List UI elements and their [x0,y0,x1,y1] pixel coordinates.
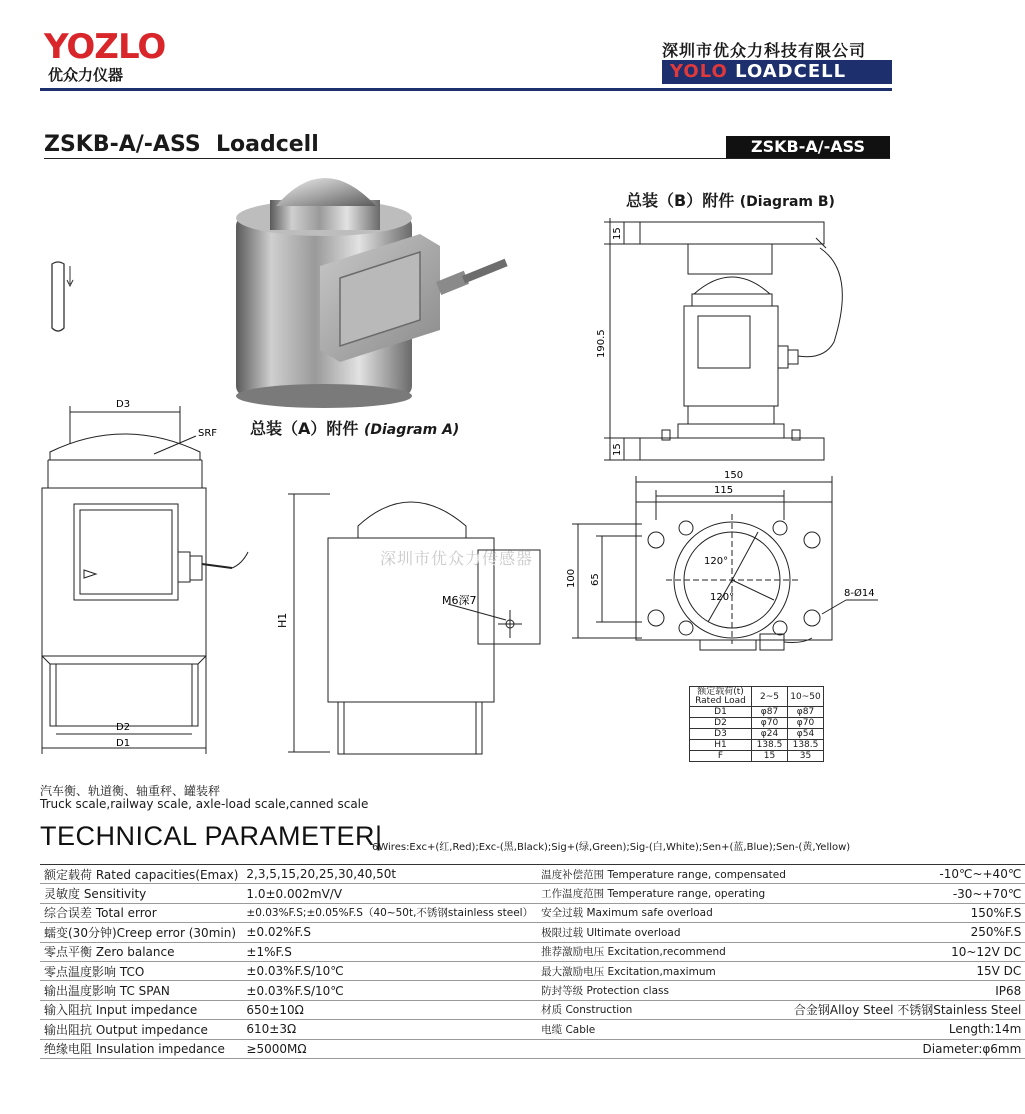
company-name: 深圳市优众力科技有限公司 [662,41,867,60]
parameter-cell: -30~+70℃ [790,884,1025,903]
parameter-cell: 输出温度影响 TC SPAN [40,981,242,1000]
dimension-header-col2: 2~5 [752,687,788,707]
diagram-a-front-view [36,392,266,762]
parameter-cell: 安全过载 Maximum safe overload [537,903,790,922]
diagram-a-caption [250,416,459,439]
dimension-row [690,707,824,718]
parameter-row [40,923,1025,942]
parameter-row [40,1039,1025,1058]
tech-parameter-table [40,864,1025,1059]
parameter-cell: -10℃~+40℃ [790,865,1025,884]
brand-red-word: YOLO [670,61,728,82]
parameter-cell: ±0.03%F.S/10℃ [242,981,537,1000]
logo-wordmark: YOZLO [44,27,166,67]
product-title: ZSKB-A/-ASS Loadcell [44,132,319,157]
parameter-cell: 零点温度影响 TCO [40,961,242,980]
dimension-row [690,740,824,751]
parameter-cell [537,1039,790,1058]
parameter-row [40,961,1025,980]
direction-arrow-icon [44,258,74,338]
parameter-cell: 合金钢Alloy Steel 不锈钢Stainless Steel [790,1000,1025,1019]
label-srf: SRF [198,428,218,439]
dimension-cell: 138.5 [752,740,788,751]
parameter-cell: 综合误差 Total error [40,903,242,922]
diagram-b-caption-cn: 总装（B）附件 [626,191,735,210]
parameter-row [40,1000,1025,1019]
label-angle-1: 120° [704,556,729,567]
dimension-cell: φ24 [752,729,788,740]
brand-white-word: LOADCELL [735,61,847,82]
parameter-cell: 工作温度范围 Temperature range, operating [537,884,790,903]
parameter-cell: 灵敏度 Sensitivity [40,884,242,903]
label-angle-2: 120° [710,592,735,603]
dimension-row [690,729,824,740]
parameter-cell: 电缆 Cable [537,1020,790,1039]
label-150: 150 [724,470,744,481]
label-holes: 8-Ø14 [844,588,875,599]
parameter-cell: 额定载荷 Rated capacities(Emax) [40,865,242,884]
parameter-cell: 650±10Ω [242,1000,537,1019]
parameter-cell: Length:14m [790,1020,1025,1039]
label-d2: D2 [116,722,131,733]
dimension-row [690,718,824,729]
dimension-cell: 138.5 [788,740,824,751]
parameter-cell: ±0.02%F.S [242,923,537,942]
label-115: 115 [714,485,734,496]
dimension-header-en: Rated Load [695,695,746,706]
dimension-cell: 15 [752,751,788,762]
parameter-cell: 10~12V DC [790,942,1025,961]
parameter-cell: ±1%F.S [242,942,537,961]
wire-colors: 6Wires:Exc+(红,Red);Exc-(黑,Black);Sig+(绿,Green);Sig-(白,White);Sen+(蓝,Blue);Sen-(黄,Yellow) [372,842,851,853]
dimension-cell: φ87 [788,707,824,718]
dimension-cell: D2 [690,718,752,729]
label-15-bottom: 15 [612,443,623,456]
parameter-cell: 极限过载 Ultimate overload [537,923,790,942]
parameter-cell: 2,3,5,15,20,25,30,40,50t [242,865,537,884]
watermark: 深圳市优众力传感器 [380,549,534,568]
parameter-cell: 蠕变(30分钟)Creep error (30min) [40,923,242,942]
parameter-row [40,942,1025,961]
parameter-cell: 零点平衡 Zero balance [40,942,242,961]
label-100: 100 [566,568,577,588]
diagram-a-caption-en: (Diagram A) [363,422,460,438]
brand-bar [662,60,892,84]
dimension-cell: φ70 [788,718,824,729]
parameter-cell: ≥5000MΩ [242,1039,537,1058]
dimension-cell: φ87 [752,707,788,718]
dimension-header-cn: 额定载荷(t) [697,686,744,697]
tech-parameter-title: TECHNICAL PARAMETER| [40,821,383,851]
parameter-cell: ±0.03%F.S;±0.05%F.S（40~50t,不锈钢stainless steel） [242,903,537,922]
dimension-table-header [690,687,824,707]
parameter-cell: 15V DC [790,961,1025,980]
label-15-top: 15 [612,227,623,240]
loadcell-photo [230,170,520,410]
dimension-cell: φ70 [752,718,788,729]
diagram-a-caption-cn: 总装（A）附件 [250,419,359,438]
dimension-row [690,751,824,762]
diagram-a-side-view [276,476,536,766]
dimension-cell: D1 [690,707,752,718]
dimension-cell: H1 [690,740,752,751]
dimension-table [689,686,824,762]
parameter-cell: 610±3Ω [242,1020,537,1039]
dimension-header-col3: 10~50 [788,687,824,707]
parameter-cell: 防封等级 Protection class [537,981,790,1000]
parameter-cell: 最大激励电压 Excitation,maximum [537,961,790,980]
header-rule [40,88,892,91]
label-h1: H1 [276,612,289,628]
parameter-cell: 1.0±0.002mV/V [242,884,537,903]
parameter-cell: 250%F.S [790,923,1025,942]
dimension-cell: φ54 [788,729,824,740]
parameter-row [40,884,1025,903]
parameter-row [40,903,1025,922]
label-190-5: 190.5 [596,329,607,358]
applications-cn: 汽车衡、轨道衡、轴重秤、罐装秤 [40,784,221,798]
parameter-cell: 绝缘电阻 Insulation impedance [40,1039,242,1058]
parameter-cell: 150%F.S [790,903,1025,922]
dimension-cell: F [690,751,752,762]
diagram-b-caption-en: (Diagram B) [739,194,835,210]
parameter-row [40,865,1025,884]
dimension-header-load [690,687,752,707]
diagram-b-elevation [594,212,884,468]
title-rule [44,158,890,159]
parameter-row [40,981,1025,1000]
model-badge: ZSKB-A/-ASS [726,136,890,158]
dimension-cell: D3 [690,729,752,740]
dimension-cell: 35 [788,751,824,762]
label-m6: M6深7 [442,594,477,607]
parameter-cell: Diameter:φ6mm [790,1039,1025,1058]
parameter-cell: ±0.03%F.S/10℃ [242,961,537,980]
parameter-row [40,1020,1025,1039]
applications-en: Truck scale,railway scale, axle-load scale,canned scale [40,797,369,811]
label-65: 65 [590,573,601,586]
label-d1: D1 [116,738,131,749]
label-d3: D3 [116,399,131,410]
parameter-cell: 输出阻抗 Output impedance [40,1020,242,1039]
parameter-cell: 材质 Construction [537,1000,790,1019]
parameter-cell: IP68 [790,981,1025,1000]
parameter-cell: 推荐激励电压 Excitation,recommend [537,942,790,961]
diagram-b-plan [562,468,888,660]
diagram-b-caption [626,188,835,211]
parameter-cell: 输入阻抗 Input impedance [40,1000,242,1019]
logo-subtitle: 优众力仪器 [48,66,124,84]
parameter-cell: 温度补偿范围 Temperature range, compensated [537,865,790,884]
